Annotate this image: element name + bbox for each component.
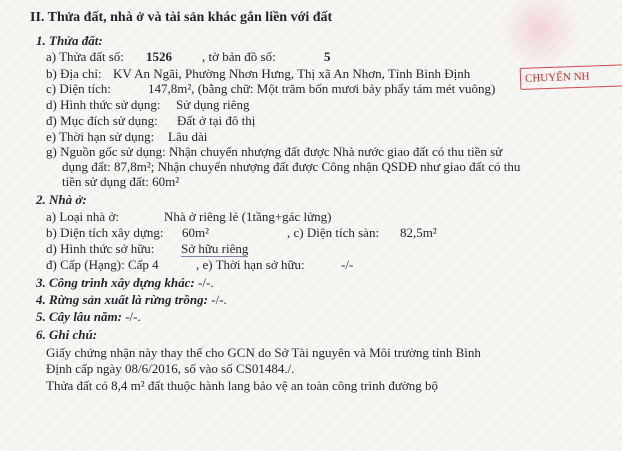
area-value: 147,8m², (bằng chữ: Một trăm bốn mươi bảy phẩy tám mét vuông) bbox=[148, 81, 496, 96]
floor-area-value: 82,5m² bbox=[400, 225, 437, 240]
origin-line-1: g) Nguồn gốc sử dụng: Nhận chuyển nhượng đất được Nhà nước giao đất có thu tiền sử bbox=[46, 144, 503, 159]
other-works-row bbox=[36, 275, 214, 290]
ownership-value: Sở hữu riêng bbox=[181, 241, 249, 256]
land-heading: 1. Thửa đất: bbox=[36, 33, 103, 48]
build-area-label: b) Diện tích xây dựng: bbox=[46, 225, 164, 240]
forest-value: -/-. bbox=[211, 292, 227, 307]
grade-row bbox=[46, 257, 354, 272]
usage-form-row bbox=[46, 97, 250, 112]
origin-line-3: tiền sử dụng đất: 60m² bbox=[62, 174, 180, 189]
usage-form-value: Sử dụng riêng bbox=[176, 97, 250, 112]
note-line-2: Định cấp ngày 08/6/2016, số vào số CS01484./. bbox=[46, 361, 295, 376]
house-type-row bbox=[46, 209, 332, 224]
usage-purpose-value: Đất ở tại đô thị bbox=[177, 113, 256, 128]
floor-area-label: , c) Diện tích sàn: bbox=[287, 225, 380, 240]
ownership-label: d) Hình thức sở hữu: bbox=[46, 241, 155, 256]
usage-form-label: d) Hình thức sử dụng: bbox=[46, 97, 161, 112]
grade-label: đ) Cấp (Hạng): Cấp 4 bbox=[46, 257, 159, 272]
ownership-term-value: -/- bbox=[341, 257, 354, 272]
map-sheet-label: , tờ bản đồ số: bbox=[202, 49, 276, 64]
perennial-value: -/-. bbox=[125, 309, 141, 324]
ownership-row bbox=[46, 241, 249, 256]
forest-label: 4. Rừng sản xuất là rừng trồng: bbox=[36, 292, 208, 307]
land-parcel-row bbox=[46, 49, 331, 64]
transfer-stamp: CHUYỂN NH bbox=[520, 64, 622, 90]
perennial-label: 5. Cây lâu năm: bbox=[36, 309, 122, 324]
usage-term-label: e) Thời hạn sử dụng: bbox=[46, 129, 155, 144]
address-label: b) Địa chỉ: bbox=[46, 66, 102, 81]
address-value: KV An Ngãi, Phường Nhơn Hưng, Thị xã An Nhơn, Tỉnh Bình Định bbox=[113, 66, 471, 81]
other-works-label: 3. Công trình xây dựng khác: bbox=[36, 275, 195, 290]
usage-term-row bbox=[46, 129, 208, 144]
house-type-value: Nhà ở riêng lẻ (1tầng+gác lửng) bbox=[164, 209, 332, 224]
area-row bbox=[46, 81, 496, 96]
house-heading: 2. Nhà ở: bbox=[36, 192, 87, 207]
build-area-value: 60m² bbox=[182, 225, 210, 240]
note-line-3: Thửa đất có 8,4 m² đất thuộc hành lang bảo vệ an toàn công trình đường bộ bbox=[46, 378, 439, 393]
usage-purpose-row bbox=[46, 113, 256, 128]
forest-row bbox=[36, 292, 227, 307]
parcel-number-value: 1526 bbox=[146, 49, 172, 64]
note-line-1: Giấy chứng nhận này thay thế cho GCN do Sở Tài nguyên và Môi trường tỉnh Bình bbox=[46, 345, 481, 360]
usage-term-value: Lâu dài bbox=[168, 129, 208, 144]
other-works-value: -/-. bbox=[198, 275, 214, 290]
map-sheet-value: 5 bbox=[324, 49, 331, 64]
perennial-row bbox=[36, 309, 141, 324]
usage-purpose-label: đ) Mục đích sử dụng: bbox=[46, 113, 158, 128]
notes-heading: 6. Ghi chú: bbox=[36, 327, 98, 342]
ownership-term-label: , e) Thời hạn sở hữu: bbox=[196, 257, 305, 272]
area-label: c) Diện tích: bbox=[46, 81, 111, 96]
house-type-label: a) Loại nhà ở: bbox=[46, 209, 119, 224]
origin-line-2: dụng đất: 87,8m²; Nhận chuyển nhượng đất được Công nhận QSDĐ như giao đất có thu bbox=[62, 159, 521, 174]
parcel-number-label: a) Thửa đất số: bbox=[46, 49, 124, 64]
section-title: II. Thửa đất, nhà ở và tài sản khác gắn liền với đất bbox=[30, 10, 333, 25]
address-row bbox=[46, 66, 471, 81]
build-area-row bbox=[46, 225, 437, 240]
